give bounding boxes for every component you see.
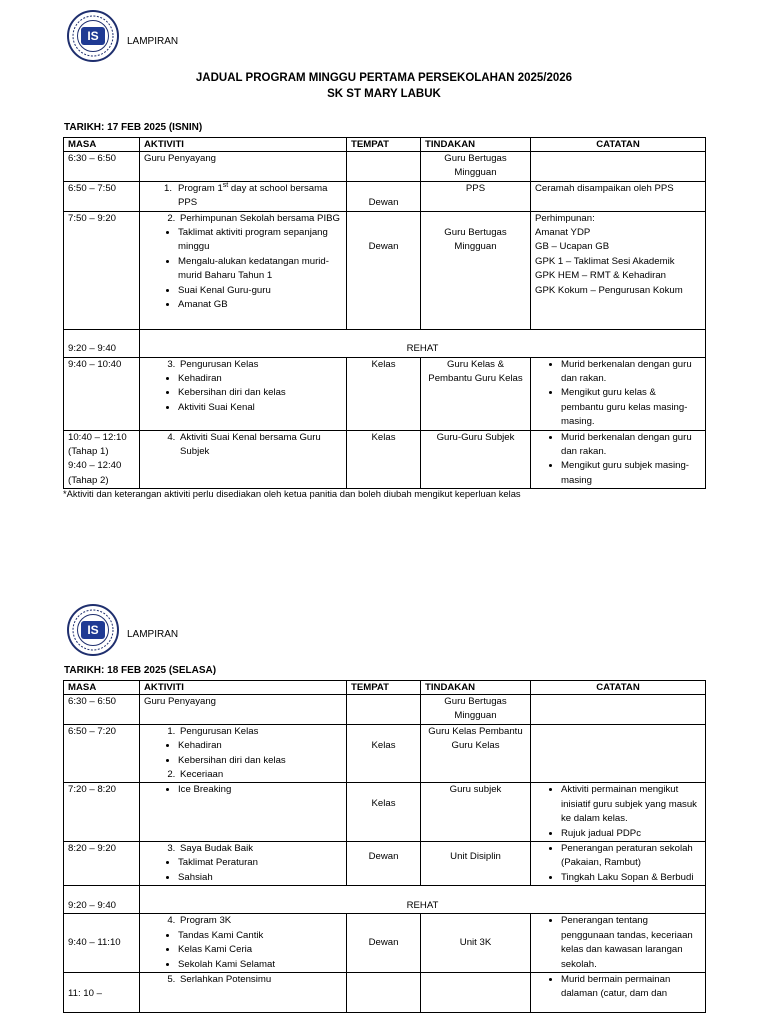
note-cell — [531, 357, 706, 430]
column-header: MASA — [64, 681, 140, 695]
activity-bullet: • Kehadiran — [178, 739, 342, 753]
time-cell: 9:40 – 10:40 — [64, 357, 140, 430]
activity-bullet: • Kebersihan diri dan kelas — [178, 386, 342, 400]
activity-bullet: • Kehadiran — [178, 372, 342, 386]
column-header: CATATAN — [531, 681, 706, 695]
column-header: AKTIVITI — [140, 138, 347, 152]
time-cell: 6:30 – 6:50 — [64, 695, 140, 725]
table-row — [64, 695, 706, 725]
column-header: TINDAKAN — [421, 681, 531, 695]
activity-bullet: • Taklimat aktiviti program sepanjang minggu — [178, 226, 342, 255]
activity-cell — [140, 181, 347, 211]
activity-item: 4. Program 3K — [178, 914, 342, 928]
table-row — [64, 972, 706, 1012]
table-row — [64, 842, 706, 886]
column-header: CATATAN — [531, 138, 706, 152]
activity-bullet: • Amanat GB — [178, 298, 342, 312]
column-header: TINDAKAN — [421, 138, 531, 152]
column-header: AKTIVITI — [140, 681, 347, 695]
table-row — [64, 783, 706, 842]
activity-item: 1. Pengurusan Kelas — [178, 725, 342, 739]
activity-cell — [140, 842, 347, 886]
action-cell: Guru Kelas Pembantu Guru Kelas — [421, 724, 531, 783]
logo-emblem-icon: IS — [81, 621, 105, 639]
table-row — [64, 181, 706, 211]
venue-cell: Kelas — [347, 430, 421, 489]
activity-cell — [140, 783, 347, 842]
activity-bullet: • Aktiviti Suai Kenal — [178, 401, 342, 415]
venue-cell: Kelas — [347, 724, 421, 783]
note-cell — [531, 724, 706, 783]
venue-cell: Dewan — [347, 211, 421, 329]
note-bullet: • Rujuk jadual PDPc — [561, 827, 701, 841]
table-row-break — [64, 329, 706, 357]
activity-cell — [140, 430, 347, 489]
note-bullet: • Penerangan peraturan sekolah (Pakaian, Rambut) — [561, 842, 701, 871]
activity-bullet: • Tandas Kami Cantik — [178, 929, 342, 943]
table-row — [64, 152, 706, 182]
note-cell — [531, 914, 706, 973]
venue-cell: Kelas — [347, 357, 421, 430]
venue-cell — [347, 972, 421, 1012]
action-cell: Guru Kelas & Pembantu Guru Kelas — [421, 357, 531, 430]
column-header: TEMPAT — [347, 681, 421, 695]
lampiran-label: LAMPIRAN — [127, 36, 179, 47]
table-row — [64, 724, 706, 783]
document-title: JADUAL PROGRAM MINGGU PERTAMA PERSEKOLAHAN 2025/2026 SK ST MARY LABUK — [195, 72, 573, 100]
activity-cell — [140, 211, 347, 329]
venue-cell: Dewan — [347, 842, 421, 886]
note-bullet: • Tingkah Laku Sopan & Berbudi — [561, 871, 701, 885]
action-cell: Guru subjek — [421, 783, 531, 842]
table-header-row — [64, 681, 706, 695]
action-cell: PPS — [421, 181, 531, 211]
activity-item: 1. Program 1st day at school bersama PPS — [163, 181, 328, 209]
note-cell — [531, 842, 706, 886]
activity-bullet: • Taklimat Peraturan — [178, 856, 342, 870]
time-cell: 11: 10 – — [64, 972, 140, 1012]
activity-cell — [140, 724, 347, 783]
date-heading: TARIKH: 17 FEB 2025 (ISNIN) — [64, 122, 203, 133]
note-bullet: • Aktiviti permainan mengikut inisiatif guru subjek yang masuk ke dalam kelas. — [561, 783, 701, 826]
lampiran-label: LAMPIRAN — [127, 629, 179, 640]
venue-cell: Dewan — [347, 181, 421, 211]
time-cell: 6:50 – 7:50 — [64, 181, 140, 211]
activity-bullet: • Sekolah Kami Selamat — [178, 958, 342, 972]
note-cell — [531, 972, 706, 1012]
note-cell — [531, 695, 706, 725]
column-header: TEMPAT — [347, 138, 421, 152]
schedule-table-day2 — [63, 680, 706, 1013]
note-bullet: • Penerangan tentang penggunaan tandas, keceriaan kelas dan kawasan larangan sekolah. — [561, 914, 701, 972]
note-cell: Perhimpunan: Amanat YDP GB – Ucapan GB GPK 1 – Taklimat Sesi Akademik GPK HEM – RMT & Kehadiran GPK Kokum – Pengurusan Kokum — [531, 211, 706, 329]
table-header-row — [64, 138, 706, 152]
activity-bullet: • Suai Kenal Guru-guru — [178, 284, 342, 298]
venue-cell: Dewan — [347, 914, 421, 973]
time-cell: 9:40 – 11:10 — [64, 914, 140, 973]
time-cell: 6:50 – 7:20 — [64, 724, 140, 783]
time-cell: 7:50 – 9:20 — [64, 211, 140, 329]
table-row — [64, 430, 706, 489]
activity-bullet: • Ice Breaking — [178, 783, 342, 797]
time-cell: 10:40 – 12:10 (Tahap 1) 9:40 – 12:40 (Tahap 2) — [64, 430, 140, 489]
venue-cell — [347, 152, 421, 182]
table-row-break — [64, 886, 706, 914]
action-cell: Unit Disiplin — [421, 842, 531, 886]
time-cell: 9:20 – 9:40 — [64, 886, 140, 914]
time-cell: 9:20 – 9:40 — [64, 329, 140, 357]
action-cell: Guru Bertugas Mingguan — [421, 152, 531, 182]
table-row — [64, 211, 706, 329]
note-bullet: • Mengikut guru subjek masing-masing — [561, 459, 701, 488]
table-row — [64, 357, 706, 430]
note-cell — [531, 152, 706, 182]
activity-cell: Guru Penyayang — [140, 695, 347, 725]
action-cell: Guru Bertugas Mingguan — [421, 211, 531, 329]
logo-emblem-icon: IS — [81, 27, 105, 45]
action-cell: Guru Bertugas Mingguan — [421, 695, 531, 725]
school-logo — [67, 604, 119, 656]
activity-item: 3. Saya Budak Baik — [178, 842, 342, 856]
action-cell: Guru-Guru Subjek — [421, 430, 531, 489]
school-logo — [67, 10, 119, 62]
action-cell — [421, 972, 531, 1012]
activity-item: 4. Aktiviti Suai Kenal bersama Guru Subjek — [178, 431, 342, 460]
date-heading: TARIKH: 18 FEB 2025 (SELASA) — [64, 665, 217, 676]
note-cell: Ceramah disampaikan oleh PPS — [531, 181, 706, 211]
time-cell: 8:20 – 9:20 — [64, 842, 140, 886]
note-cell — [531, 783, 706, 842]
note-bullet: • Mengikut guru kelas & pembantu guru kelas masing-masing. — [561, 386, 701, 429]
activity-bullet: • Mengalu-alukan kedatangan murid-murid Baharu Tahun 1 — [178, 255, 342, 284]
activity-item: 2. Perhimpunan Sekolah bersama PIBG — [178, 212, 342, 226]
activity-cell — [140, 914, 347, 973]
activity-cell — [140, 972, 347, 1012]
activity-bullet: • Sahsiah — [178, 871, 342, 885]
action-cell: Unit 3K — [421, 914, 531, 973]
activity-bullet: • Kelas Kami Ceria — [178, 943, 342, 957]
venue-cell: Kelas — [347, 783, 421, 842]
table-row — [64, 914, 706, 973]
note-cell — [531, 430, 706, 489]
break-cell: REHAT — [140, 886, 706, 914]
activity-item: 2. Keceriaan — [178, 768, 342, 782]
break-cell: REHAT — [140, 329, 706, 357]
footnote: *Aktiviti dan keterangan aktiviti perlu disediakan oleh ketua panitia dan boleh diubah mengikut keperluan kelas — [63, 488, 521, 499]
column-header: MASA — [64, 138, 140, 152]
note-bullet: • Murid bermain permainan dalaman (catur, dam dan — [561, 973, 701, 1002]
activity-cell: Guru Penyayang — [140, 152, 347, 182]
activity-item: 3. Pengurusan Kelas — [178, 358, 342, 372]
activity-item: 5. Serlahkan Potensimu — [178, 973, 342, 987]
activity-cell — [140, 357, 347, 430]
note-bullet: • Murid berkenalan dengan guru dan rakan. — [561, 358, 701, 387]
venue-cell — [347, 695, 421, 725]
time-cell: 7:20 – 8:20 — [64, 783, 140, 842]
note-bullet: • Murid berkenalan dengan guru dan rakan. — [561, 431, 701, 460]
time-cell: 6:30 – 6:50 — [64, 152, 140, 182]
activity-bullet: • Kebersihan diri dan kelas — [178, 754, 342, 768]
schedule-table-day1 — [63, 137, 706, 489]
